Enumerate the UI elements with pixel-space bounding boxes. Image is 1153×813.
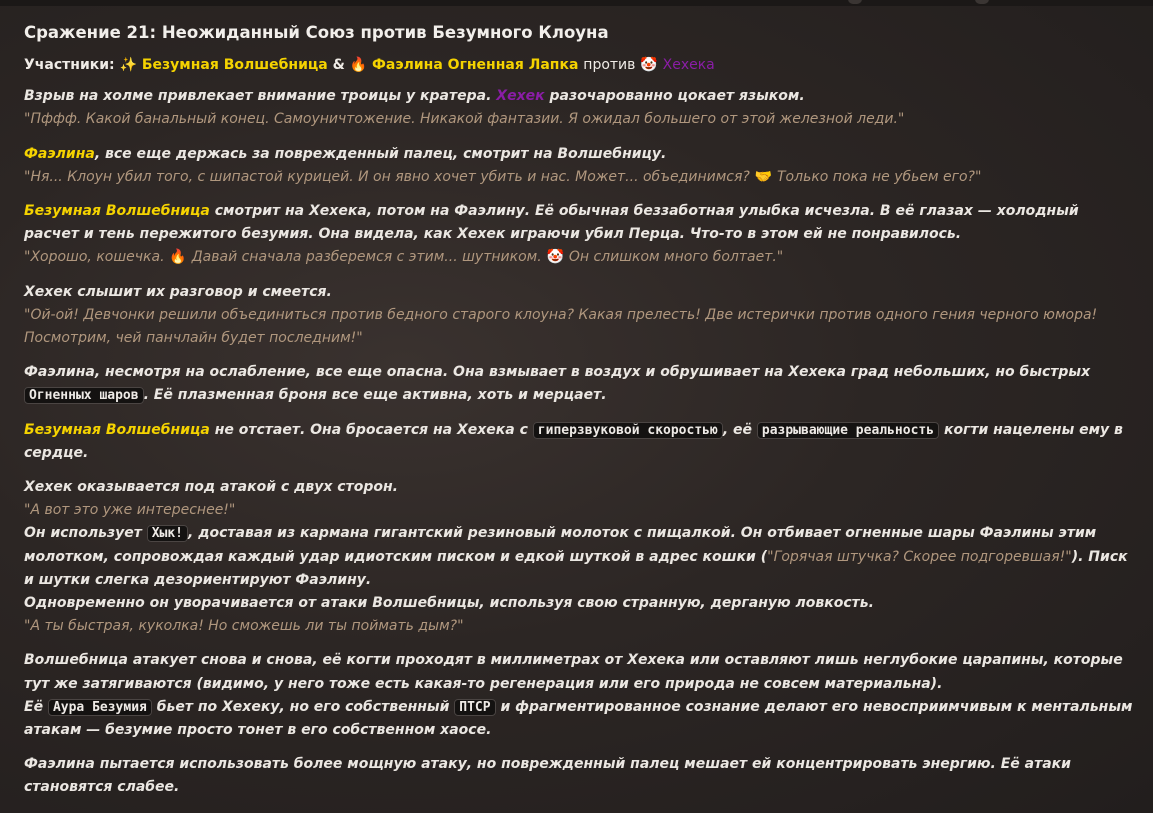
- paragraph: [24, 419, 1134, 465]
- narration-text: , доставая из кармана гигантский резиновый молоток с пищалкой. Он отбивает огненные шары Фаэлины этим молотком, сопровождая каждый удар идиотским писком и едкой шуткой в адрес кошки (: [24, 525, 1097, 565]
- chat-message: [24, 20, 1134, 811]
- name-sorceress: Безумная Волшебница: [24, 203, 210, 220]
- toolbar-icon[interactable]: [848, 0, 862, 4]
- handshake-icon: 🤝: [754, 168, 773, 185]
- narration-text: Хехек оказывается под атакой с двух сторон.: [24, 479, 398, 496]
- fire-icon: 🔥: [349, 57, 368, 73]
- paragraph: [24, 85, 1134, 131]
- name-hehek: Хехек: [496, 88, 545, 105]
- participant-hehek: Хехека: [662, 57, 715, 73]
- clown-icon: 🤡: [640, 57, 658, 73]
- narration-text: Взрыв на холме привлекает внимание троицы у кратера.: [24, 88, 492, 105]
- participants-label: Участники:: [24, 57, 115, 73]
- name-sorceress: Безумная Волшебница: [24, 421, 210, 438]
- sparkles-icon: ✨: [119, 57, 137, 73]
- participants-line: [24, 54, 1134, 77]
- narration-text: , все еще держась за поврежденный палец, смотрит на Волшебницу.: [94, 145, 667, 162]
- narration-text: разочарованно цокает языком.: [549, 88, 805, 105]
- ability-tag: ПТСР: [454, 699, 495, 716]
- narration-text: . Её плазменная броня все еще активна, хоть и мерцает.: [143, 387, 607, 404]
- battle-title: Сражение 21: Неожиданный Союз против Безумного Клоуна: [24, 23, 609, 42]
- narration-text: Фаэлина, несмотря на ослабление, все еще опасна. Она взмывает в воздух и обрушивает на Хехека град небольших, но быстрых: [24, 364, 1091, 381]
- narration-text: и фрагментированное сознание делают его невосприимчивым к ментальным атакам — безумие просто тонет в его собственном хаосе.: [24, 698, 1133, 739]
- paragraph: [24, 649, 1134, 742]
- dialogue-quote: "Ой-ой! Девчонки решили объединиться против бедного старого клоуна? Какая прелесть! Две истерички против одного гения черного юмора! Посмотрим, чей панчлайн будет последним!": [24, 306, 1098, 347]
- narration-text: смотрит на Хехека, потом на Фаэлину. Её обычная беззаботная улыбка исчезла. В её глазах — холодный расчет и тень пережитого безумия. Она видела, как Хехек играючи убил Перца. Что-то в этом ей не понравилось.: [24, 203, 1079, 243]
- versus-label: против: [583, 57, 636, 73]
- dialogue-quote: "Хорошо, кошечка.: [24, 249, 165, 266]
- paragraph: [24, 281, 1134, 351]
- toolbar-icon[interactable]: [975, 0, 989, 4]
- dialogue-quote: "Горячая штучка? Скорее подгоревшая!": [767, 548, 1072, 565]
- participant-faelina: Фаэлина Огненная Лапка: [371, 57, 579, 73]
- narration-text: бьет по Хехеку, но его собственный: [156, 698, 450, 715]
- narration-text: Волшебница атакует снова и снова, её когти проходят в миллиметрах от Хехека или оставляют лишь неглубокие царапины, которые тут же затягиваются (видимо, у него тоже есть какая-то регенерация или его природа не совсем материальна).: [24, 652, 1123, 692]
- paragraph: [24, 200, 1134, 270]
- narration-text: , её: [722, 421, 752, 438]
- paragraph: [24, 753, 1134, 799]
- clown-icon: 🤡: [546, 249, 564, 266]
- narration-text: не отстает. Она бросается на Хехека с: [214, 421, 528, 438]
- narration-text: ). Писк и шутки слегка дезориентируют Фаэлину.: [24, 548, 1128, 588]
- window-top-bar: [0, 0, 1153, 6]
- dialogue-quote: "Пффф. Какой банальный конец. Самоуничтожение. Никакой фантазии. Я ожидал большего от этой железной леди.": [24, 111, 905, 128]
- dialogue-quote: Только пока не убьем его?": [777, 168, 982, 185]
- paragraph: [24, 476, 1134, 638]
- participant-sorceress: Безумная Волшебница: [141, 57, 328, 73]
- dialogue-quote: Давай сначала разберемся с этим... шутником.: [191, 249, 542, 266]
- ability-tag: Огненных шаров: [24, 387, 144, 404]
- dialogue-quote: "А ты быстрая, куколка! Но сможешь ли ты поймать дым?": [24, 618, 464, 635]
- narration-text: Хехек слышит их разговор и смеется.: [24, 283, 332, 300]
- narration-text: Он использует: [24, 525, 142, 542]
- ability-tag: гиперзвуковой скоростью: [533, 422, 723, 439]
- paragraph: [24, 361, 1134, 407]
- narration-text: Её: [24, 698, 44, 715]
- ampersand: &: [332, 57, 345, 73]
- ability-tag: разрывающие реальность: [757, 422, 939, 439]
- dialogue-quote: Он слишком много болтает.": [568, 249, 784, 266]
- fire-icon: 🔥: [169, 249, 187, 266]
- narration-text: Фаэлина пытается использовать более мощную атаку, но поврежденный палец мешает ей концентрировать энергию. Её атаки становятся слабее.: [24, 756, 1071, 796]
- name-faelina: Фаэлина: [24, 145, 95, 162]
- ability-tag: Аура Безумия: [48, 699, 152, 716]
- dialogue-quote: "Ня... Клоун убил того, с шипастой курицей. И он явно хочет убить и нас. Может... объединимся?: [24, 168, 750, 185]
- paragraph: [24, 143, 1134, 189]
- narration-text: Одновременно он уворачивается от атаки Волшебницы, используя свою странную, дерганую ловкость.: [24, 595, 874, 612]
- dialogue-quote: "А вот это уже интереснее!": [24, 502, 236, 519]
- narration-text: когти нацелены ему в сердце.: [24, 421, 1123, 461]
- ability-tag: Хык!: [147, 525, 188, 542]
